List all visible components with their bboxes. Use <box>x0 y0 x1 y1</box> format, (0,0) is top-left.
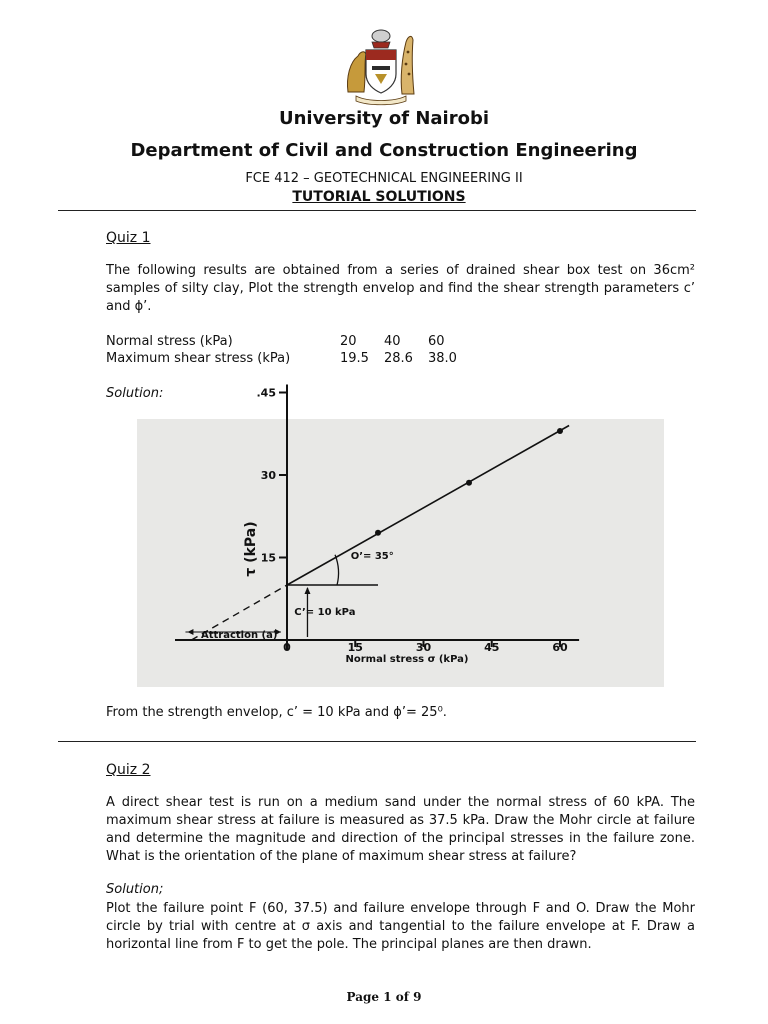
table-cell: 60 <box>428 334 445 349</box>
quiz2-problem: A direct shear test is run on a medium sand under the normal stress of 60 kPA. The maximum shear stress at failure is measured as 37.5 kPa. Draw the Mohr circle at failure and determine the magnitude and direction of the principal stresses in the failure zone. What is the orientation of the plane of maximum shear stress at failure? <box>106 795 695 864</box>
quiz2-solution-label: Solution; <box>106 882 164 897</box>
angle-annotation: O’= 35° <box>350 550 394 562</box>
table-row <box>106 333 472 350</box>
x-tick-label: 30 <box>415 641 432 654</box>
arrow-head <box>304 587 310 594</box>
table-row <box>106 350 472 367</box>
strength-envelope-figure <box>137 386 664 687</box>
y-tick-label: .45 <box>256 386 276 400</box>
cohesion-annotation: C’= 10 kPa <box>294 607 356 618</box>
data-point <box>375 530 381 536</box>
attraction-annotation: Attraction (a) <box>200 630 278 641</box>
table-cell: 20 <box>340 334 357 349</box>
table-cell: 40 <box>384 334 401 349</box>
row-label: Maximum shear stress (kPa) <box>106 351 291 366</box>
table-cell: 28.6 <box>384 351 413 366</box>
y-tick-label: 30 <box>260 469 276 482</box>
department-name: Department of Civil and Construction Engineering <box>130 140 638 161</box>
university-crest-logo <box>342 22 420 106</box>
x-tick-label: 60 <box>552 641 568 654</box>
strength-envelope-chart <box>137 386 664 687</box>
data-point <box>466 480 472 486</box>
section-divider <box>58 741 696 742</box>
quiz1-solution-label: Solution: <box>106 386 164 401</box>
document-title: TUTORIAL SOLUTIONS <box>292 189 466 205</box>
table-cell: 19.5 <box>340 351 369 366</box>
course-code: FCE 412 – GEOTECHNICAL ENGINEERING II <box>245 171 523 186</box>
row-label: Normal stress (kPa) <box>106 334 233 349</box>
angle-arc <box>335 555 338 585</box>
x-tick-label: 15 <box>347 641 363 654</box>
x-axis-label: Normal stress σ (kPa) <box>345 654 469 665</box>
page-number: Page 1 of 9 <box>346 990 422 1004</box>
strength-envelope-line <box>287 426 569 586</box>
university-name: University of Nairobi <box>278 108 490 129</box>
quiz1-result: From the strength envelop, c’ = 10 kPa and ϕ’= 25⁰. <box>106 705 447 720</box>
quiz1-problem: The following results are obtained from a series of drained shear box test on 36cm² samples of silty clay, Plot the strength envelop and find the shear strength parameters c’ and ϕ’. <box>106 263 695 314</box>
quiz2-solution: Plot the failure point F (60, 37.5) and failure envelope through F and O. Draw the Mohr circle by trial with centre at σ axis and tangential to the failure envelope at F. Draw a horizontal line from F to get the pole. The principal planes are then drawn. <box>106 901 695 952</box>
header-divider <box>58 210 696 211</box>
y-axis-label: τ (kPa) <box>243 521 259 577</box>
quiz1-title: Quiz 1 <box>106 230 151 246</box>
quiz2-title: Quiz 2 <box>106 762 151 778</box>
arrow-head <box>187 629 193 635</box>
table-cell: 38.0 <box>428 351 457 366</box>
x-tick-label: 45 <box>484 641 500 654</box>
quiz1-data-table <box>106 333 472 367</box>
data-point <box>557 428 563 434</box>
x-tick-label: 0 <box>283 641 291 654</box>
y-tick-label: 15 <box>260 551 276 565</box>
